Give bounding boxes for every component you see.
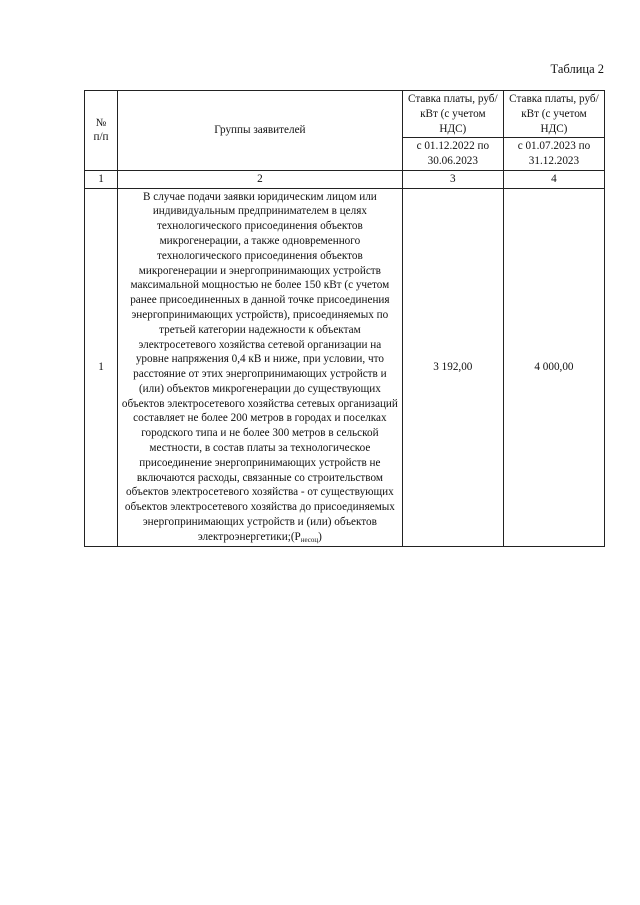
column-number-row	[85, 170, 605, 188]
header-rate-2: Ставка платы, руб/кВт (с учетом НДС)	[503, 91, 604, 138]
header-group: Группы заявителей	[118, 91, 403, 171]
column-number-1: 1	[85, 170, 118, 188]
column-number-4: 4	[503, 170, 604, 188]
table-row	[85, 188, 605, 546]
row-rate-1: 3 192,00	[402, 188, 503, 546]
tariff-table	[84, 90, 605, 547]
header-row	[85, 91, 605, 138]
row-rate-2: 4 000,00	[503, 188, 604, 546]
row-description-text: В случае подачи заявки юридическим лицом или индивидуальным предпринимателем в целях технологического присоединения объектов микрогенерации, а также одновременного технологического присоединения объектов микрогенерации и энергопринимающих устройств максимальной мощностью не более 150 кВт (с учетом ранее присоединенных в данной точке присоединения энергопринимающих устройств), присоединяемых по третьей категории надежности к объектам электросетевого хозяйства сетевой организации на уровне напряжения 0,4 кВ и ниже, при условии, что расстояние от этих энергопринимающих устройств и (или) объектов микрогенерации до существующих объектов электросетевого хозяйства сетевых организаций составляет не более 200 метров в городах и поселках городского типа и не более 300 метров в сельской местности, в состав платы за технологическое присоединение энергопринимающих устройств не включаются расходы, связанные со строительством объектов электросетевого хозяйства - от существующих объектов электросетевого хозяйства до присоединяемых энергопринимающих устройств и (или) объектов электроэнергетики;(P	[121, 190, 398, 543]
row-description	[118, 188, 403, 546]
header-num: № п/п	[85, 91, 118, 171]
header-period-2: с 01.07.2023 по 31.12.2023	[503, 138, 604, 171]
header-period-1: с 01.12.2022 по 30.06.2023	[402, 138, 503, 171]
row-num: 1	[85, 188, 118, 546]
row-description-subscript: несоц	[300, 535, 319, 544]
column-number-3: 3	[402, 170, 503, 188]
header-rate-1: Ставка платы, руб/кВт (с учетом НДС)	[402, 91, 503, 138]
table-caption: Таблица 2	[550, 62, 604, 76]
column-number-2: 2	[118, 170, 403, 188]
row-description-close: )	[318, 530, 322, 543]
